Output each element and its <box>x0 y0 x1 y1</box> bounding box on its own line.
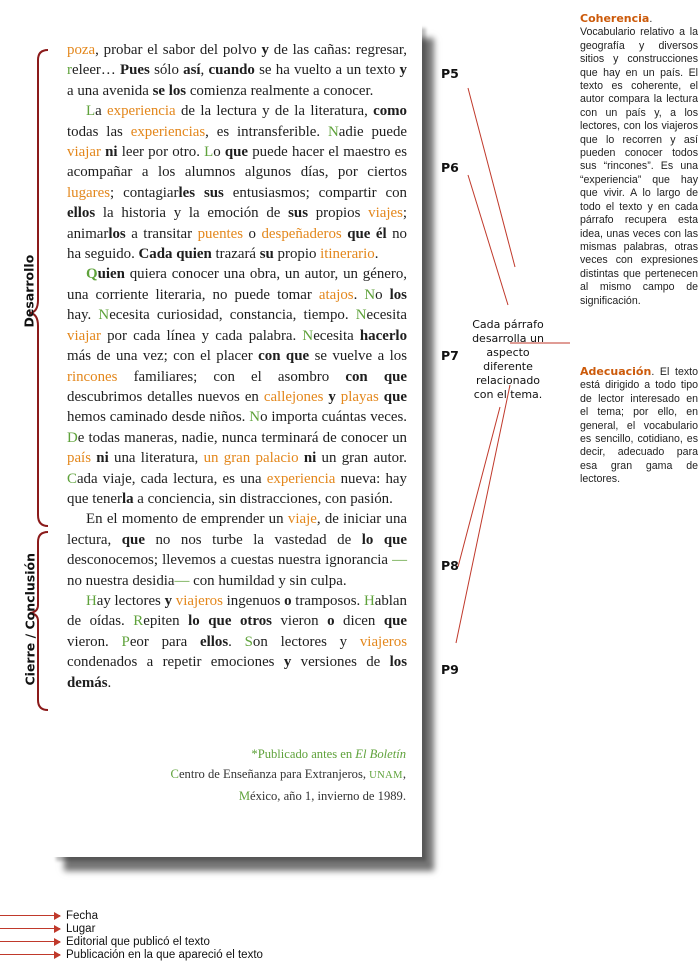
paragraph-p5: La experiencia de la lectura y de la literatura, como todas las experiencias, es intransferible. Nadie puede viajar ni leer por otro. Lo que puede hacer el maestro es acompañar a los alumnos algunos días, por ciertos lugares; contagiarles sus entusiasmos; compartir con ellos la historia y la emoción de sus propios viajes; animarlos a transitar puentes o despeñaderos que él no ha seguido. Cada quien trazará su propio itinerario. <box>67 103 408 263</box>
credit-line-place-date: México, año 1, invierno de 1989. <box>238 789 406 803</box>
legend-editorial: Editorial que publicó el texto <box>0 936 300 948</box>
adecuacion-title: Adecuación <box>580 365 652 378</box>
brace-label-desarrollo: Desarrollo <box>21 254 37 328</box>
credit-line-editorial: Centro de Enseñanza para Extranjeros, UNAM, <box>170 767 406 781</box>
arrow-icon <box>0 954 60 955</box>
label-p9: P9 <box>441 662 459 677</box>
paragraph-p6: Quien quiera conocer una obra, un autor, un género, una corriente literaria, no puede tomar atajos. No los hay. Necesita curiosidad, constancia, tiempo. Necesita viajar por cada línea y cada palabra. Necesita hacerlo más de una vez; con el placer con que se vuelve a los rincones familiares; con el asombro con que descubrimos detalles nuevos en callejones y playas que hemos caminado desde niños. No importa cuántas veces. De todas maneras, nadie, nunca terminará de conocer un país ni una literatura, un gran palacio ni un gran autor. Cada viaje, cada lectura, es una experiencia nueva: hay que tenerla a conciencia, sin distracciones, con pasión. <box>67 266 408 507</box>
line-p9-center <box>456 385 510 643</box>
paragraph-p8: En el momento de emprender un viaje, de iniciar una lectura, que no nos turbe la vastedad de lo que desconocemos; llevemos a cuestas nuestra ignorancia —no nuestra desidia— con humildad y sin culpa. <box>67 511 407 589</box>
adecuacion-text: . El texto está dirigido a todo tipo de lector interesado en el tema; por ello, en general, el vocabulario es sencillo, cotidiano, es decir, adecuado para esa gran gama de lectores. <box>580 366 698 486</box>
coherencia-note <box>580 12 698 308</box>
label-p5: P5 <box>441 66 459 81</box>
adecuacion-note <box>580 365 698 487</box>
line-p8-center <box>458 407 500 567</box>
arrow-icon <box>0 915 60 916</box>
paragraph-p4-end: poza, probar el sabor del polvo y de las cañas: regresar, releer… Pues sólo así, cuando se ha vuelto a un texto y a una avenida se los comienza realmente a conocer. <box>67 42 408 99</box>
paragraph-p9: Hay lectores y viajeros ingenuos o tramposos. Hablan de oídas. Repiten lo que otros vieron o dicen que vieron. Peor para ellos. Son lectores y viajeros condenados a repetir emociones y versiones de los demás. <box>67 592 408 691</box>
label-p6: P6 <box>441 160 459 175</box>
legend-fecha: Fecha <box>0 910 300 922</box>
label-p8: P8 <box>441 558 459 573</box>
arrow-icon <box>0 928 60 929</box>
paragraph-note: Cada párrafo desarrolla un aspecto diferente relacionado con el tema. <box>472 318 544 401</box>
credit-line-publication: *Publicado antes en El Boletín <box>251 747 406 761</box>
label-p7: P7 <box>441 348 459 363</box>
coherencia-title: Coherencia <box>580 12 650 25</box>
line-p6-center <box>468 175 508 305</box>
legend-publicacion: Publicación en la que apareció el texto <box>0 949 300 961</box>
coherencia-text: . Vocabulario relativo a la geografía y diversos sitios y construcciones que hay en un país. El texto es coherente, el autor compara la lectura con un país y, a los lectores, con los viajeros que lo recorren y así pueden conocer todos sus “rincones”. Es una “experiencia” que hay que vivir. A lo largo de todo el texto y en cada párrafo recupera esta idea, unas veces con las mismas palabras, otras veces con expresiones distintas que pertenecen al mismo campo de significación. <box>580 13 698 307</box>
brace-label-cierre: Cierre / Conclusión <box>22 553 38 686</box>
legend-lugar: Lugar <box>0 923 300 935</box>
arrow-icon <box>0 941 60 942</box>
line-p5-center <box>468 88 515 267</box>
